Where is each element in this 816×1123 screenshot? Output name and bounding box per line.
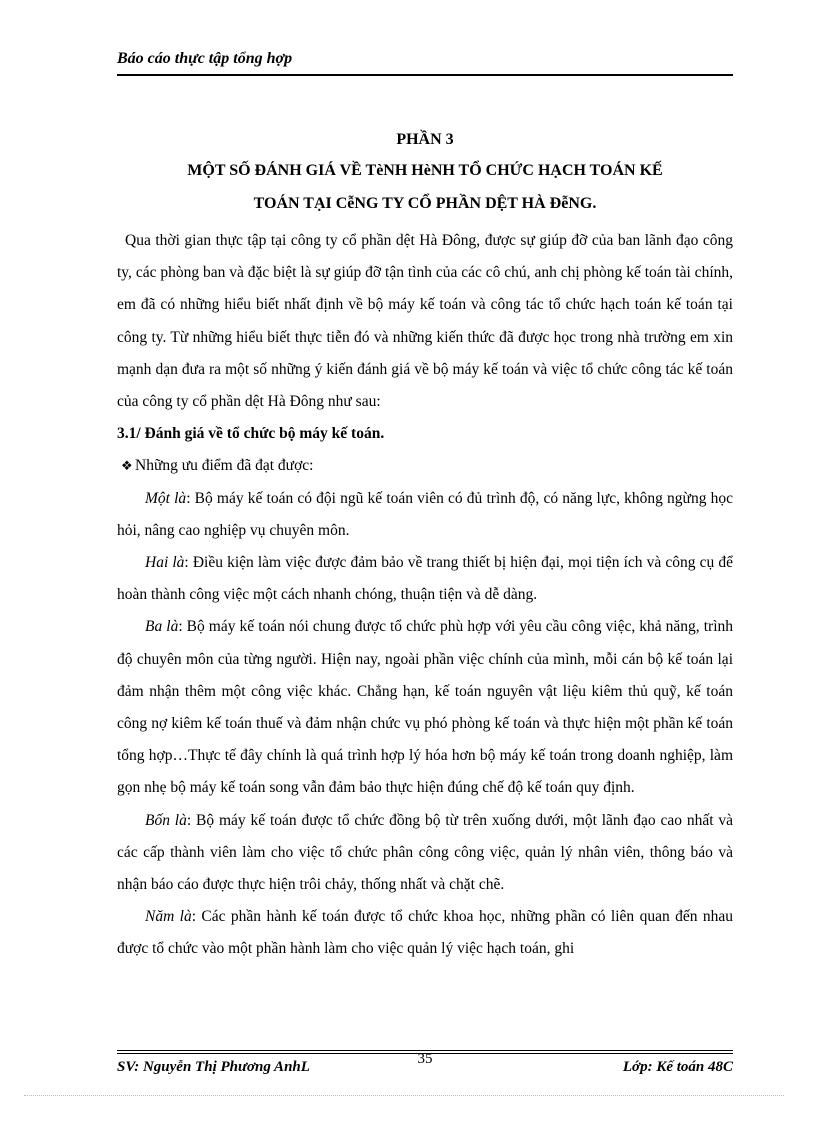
part-heading: PHẦN 3 bbox=[396, 131, 454, 148]
point-lead: Bốn là bbox=[145, 811, 187, 829]
chapter-title-line-2: TOÁN TẠI CễNG TY CỔ PHẦN DỆT HÀ ĐễNG. bbox=[253, 195, 597, 212]
header-title: Báo cáo thực tập tổng hợp bbox=[117, 50, 293, 67]
bottom-divider bbox=[24, 1095, 784, 1096]
point-text: : Bộ máy kế toán nói chung được tổ chức phù hợp với yêu cầu công việc, khả năng, trình độ chuyên môn của từng người. Hiện nay, ngoài phần việc chính của mình, mỗi cán bộ kế toán lại đảm nhận thêm một công việc khác. Chẳng hạn, kế toán nguyên vật liệu kiêm thủ quỹ, kế toán công nợ kiêm kế toán thuế và đảm nhận chức vụ phó phòng kế toán và thực hiện một phần kế toán tổng hợp…Thực tế đây chính là quá trình hợp lý hóa hơn bộ máy kế toán trong doanh nghiệp, làm gọn nhẹ bộ máy kế toán song vẫn đảm bảo thực hiện đúng chế độ kế toán quy định. bbox=[117, 618, 734, 797]
bullet-item bbox=[117, 450, 733, 482]
point-paragraph bbox=[117, 483, 733, 547]
section-title: 3.1/ Đánh giá về tổ chức bộ máy kế toán. bbox=[117, 425, 385, 443]
point-lead: Ba là bbox=[145, 618, 179, 636]
point-lead: Năm là bbox=[145, 908, 192, 926]
page-footer bbox=[117, 1050, 733, 1073]
page-number: 35 bbox=[417, 1051, 433, 1067]
point-text: : Bộ máy kế toán được tổ chức đồng bộ từ trên xuống dưới, một lãnh đạo cao nhất và các cấp thành viên làm cho việc tổ chức phân công công việc, quản lý nhân viên, thông báo và nhận báo cáo được thực hiện trôi chảy, thống nhất và chặt chẽ. bbox=[117, 811, 733, 894]
point-text: : Bộ máy kế toán có đội ngũ kế toán viên có đủ trình độ, có năng lực, không ngừng học hỏi, nâng cao nghiệp vụ chuyên môn. bbox=[117, 489, 733, 539]
point-lead: Một là bbox=[145, 489, 187, 507]
point-lead: Hai là bbox=[145, 554, 185, 572]
point-paragraph bbox=[117, 805, 733, 902]
point-text: : Điều kiện làm việc được đảm bảo về trang thiết bị hiện đại, mọi tiện ích và công cụ để hoàn thành công việc một cách nhanh chóng, thuận tiện và dễ dàng. bbox=[117, 554, 733, 604]
class-name: Lớp: Kế toán 48C bbox=[622, 1059, 733, 1075]
point-paragraph bbox=[117, 547, 733, 611]
point-paragraph bbox=[117, 611, 733, 804]
document-body bbox=[117, 225, 733, 966]
student-name: SV: Nguyễn Thị Phương AnhL bbox=[117, 1059, 310, 1075]
point-paragraph bbox=[117, 901, 733, 965]
intro-paragraph: Qua thời gian thực tập tại công ty cổ phần dệt Hà Đông, được sự giúp đỡ của ban lãnh đạo công ty, các phòng ban và đặc biệt là sự giúp đỡ tận tình của các cô chú, anh chị phòng kế toán tài chính, em đã có những hiểu biết nhất định về bộ máy kế toán và công tác tổ chức hạch toán kế toán tại công ty. Từ những hiểu biết thực tiễn đó và những kiến thức đã được học trong nhà trường em xin mạnh dạn đưa ra một số những ý kiến đánh giá về bộ máy kế toán và việc tổ chức công tác kế toán của công ty cổ phần dệt Hà Đông như sau: bbox=[117, 232, 733, 411]
point-text: : Các phần hành kế toán được tổ chức khoa học, những phần có liên quan đến nhau được tổ chức vào một phần hành làm cho việc quản lý việc hạch toán, ghi bbox=[117, 908, 733, 958]
chapter-title-line-1: MỘT SỐ ĐÁNH GIÁ VỀ TèNH HèNH TỔ CHỨC HẠCH TOÁN KẾ bbox=[187, 162, 663, 179]
bullet-text: Những ưu điểm đã đạt được: bbox=[135, 457, 314, 475]
diamond-bullet-icon: ❖ bbox=[121, 458, 133, 474]
page-header bbox=[117, 48, 733, 76]
